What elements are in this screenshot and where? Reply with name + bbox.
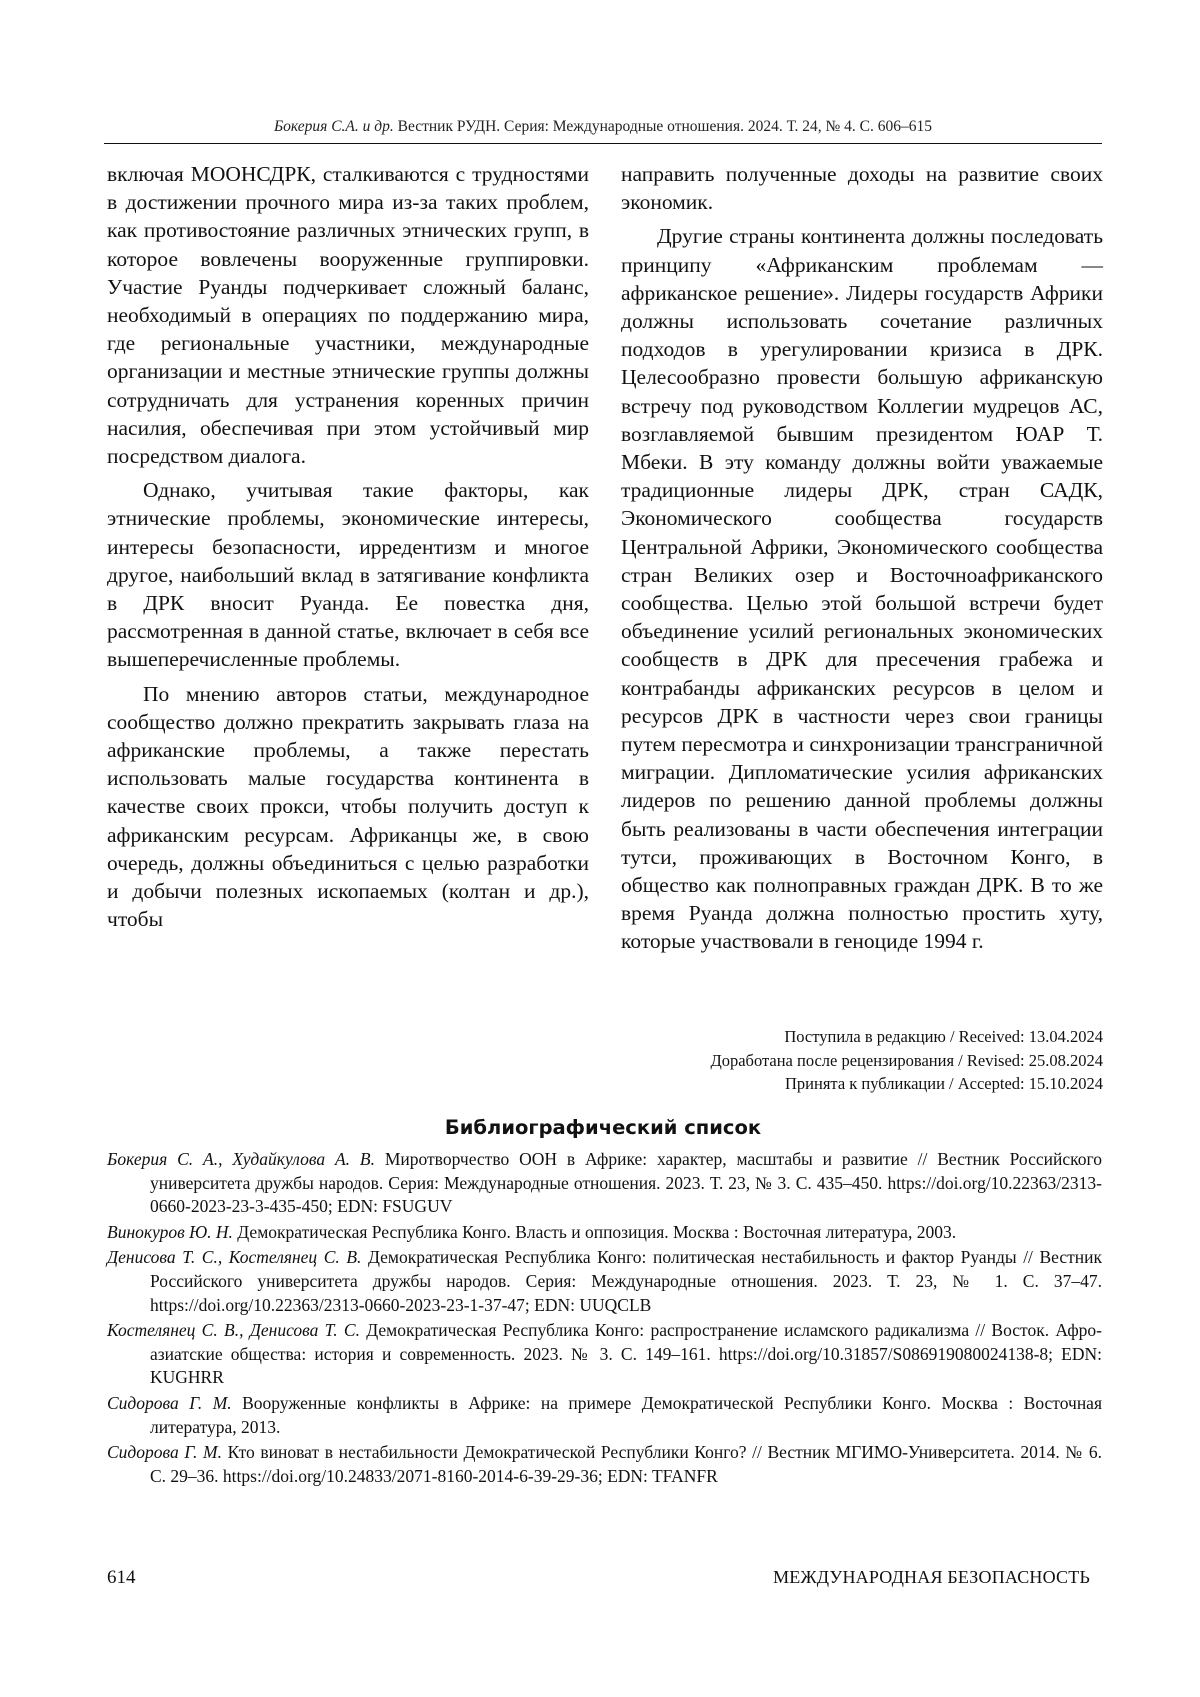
running-head-citation: Вестник РУДН. Серия: Международные отношения. 2024. Т. 24, № 4. С. 606–615	[398, 118, 932, 135]
accepted-date: Принята к публикации / Accepted: 15.10.2024	[710, 1072, 1103, 1096]
bibliography-entry	[107, 1148, 1102, 1219]
bibliography-entry	[107, 1246, 1102, 1317]
running-head-authors: Бокерия С.А. и др.	[274, 118, 394, 135]
entry-authors: Денисова Т. С., Костелянец С. В.	[107, 1247, 361, 1267]
bibliography-title: Библиографический список	[104, 1116, 1102, 1139]
entry-text: Демократическая Республика Конго. Власть и оппозиция. Москва : Восточная литература, 2003.	[237, 1222, 956, 1242]
body-paragraph: По мнению авторов статьи, международное сообщество должно прекратить закрывать глаза на африканские проблемы, а также перестать использовать малые государства континента в качестве своих прокси, чтобы получить доступ к африканским ресурсам. Африканцы же, в свою очередь, должны объединиться с целью разработки и добычи полезных ископаемых (колтан и др.), чтобы	[107, 680, 589, 934]
revised-date: Доработана после рецензирования / Revised: 25.08.2024	[710, 1049, 1103, 1073]
section-title: МЕЖДУНАРОДНАЯ БЕЗОПАСНОСТЬ	[773, 1567, 1090, 1588]
page-number: 614	[107, 1567, 136, 1589]
entry-text: Демократическая Республика Конго: политическая нестабильность и фактор Руанды // Вестник Российского университета дружбы народов. Серия: Международные отношения. 2023. Т. 23, № 1. С. 37–47. https://doi.org/10.22363/2313-0660-2023-23-1-37-47; EDN: UUQCLB	[150, 1247, 1102, 1314]
bibliography-entry	[107, 1441, 1102, 1488]
entry-authors: Сидорова Г. М.	[107, 1393, 232, 1413]
body-paragraph: Другие страны континента должны последовать принципу «Африканским проблемам — африканское решение». Лидеры государств Африки должны использовать сочетание различных подходов в урегулировании кризиса в ДРК. Целесообразно провести большую африканскую встречу под руководством Коллегии мудрецов АС, возглавляемой бывшим президентом ЮАР Т. Мбеки. В эту команду должны войти уважаемые традиционные лидеры ДРК, стран САДК, Экономического сообщества государств Центральной Африки, Экономического сообщества стран Великих озер и Восточноафриканского сообщества. Целью этой большой встречи будет объединение усилий региональных экономических сообществ в ДРК для пресечения грабежа и контрабанды африканских ресурсов в целом и ресурсов ДРК в частности через свои границы путем пересмотра и синхронизации трансграничной миграции. Дипломатические усилия африканских лидеров по решению данной проблемы должны быть реализованы в части обеспечения интеграции тутси, проживающих в Восточном Конго, в общество как полноправных граждан ДРК. В то же время Руанда должна полностью простить хуту, которые участвовали в геноциде 1994 г.	[621, 222, 1103, 955]
entry-text: Демократическая Республика Конго: распространение исламского радикализма // Восток. Афро-азиатские общества: история и современность. 2023. № 3. С. 149–161. https://doi.org/10.31857/S086919080024138-8; EDN: KUGHRR	[150, 1320, 1102, 1387]
entry-text: Вооруженные конфликты в Африке: на примере Демократической Республики Конго. Москва : Восточная литература, 2013.	[150, 1393, 1102, 1437]
bibliography-entry	[107, 1392, 1102, 1439]
entry-authors: Винокуров Ю. Н.	[107, 1222, 233, 1242]
body-paragraph: Однако, учитывая такие факторы, как этнические проблемы, экономические интересы, интересы безопасности, ирредентизм и многое другое, наибольший вклад в затягивание конфликта в ДРК вносит Руанда. Ее повестка дня, рассмотренная в данной статье, включает в себя все вышеперечисленные проблемы.	[107, 476, 589, 673]
body-paragraph: включая МООНСДРК, сталкиваются с трудностями в достижении прочного мира из-за таких проблем, как противостояние различных этнических групп, в которое вовлечены вооруженные группировки. Участие Руанды подчеркивает сложный баланс, необходимый в операциях по поддержанию мира, где региональные участники, международные организации и местные этнические группы должны сотрудничать для устранения коренных причин насилия, обеспечивая при этом устойчивый мир посредством диалога.	[107, 160, 589, 470]
entry-authors: Сидорова Г. М.	[107, 1442, 222, 1462]
running-head	[104, 118, 1102, 136]
right-column	[621, 160, 1103, 956]
entry-text: Кто виноват в нестабильности Демократической Республики Конго? // Вестник МГИМО-Университета. 2014. № 6. С. 29–36. https://doi.org/10.24833/2071-8160-2014-6-39-29-36; EDN: TFANFR	[150, 1442, 1102, 1486]
entry-authors: Бокерия С. А., Худайкулова А. В.	[107, 1149, 375, 1169]
submission-dates	[710, 1025, 1103, 1096]
bibliography-entry	[107, 1319, 1102, 1390]
entry-authors: Костелянец С. В., Денисова Т. С.	[107, 1320, 360, 1340]
bibliography-list	[107, 1148, 1102, 1490]
entry-text: Миротворчество ООН в Африке: характер, масштабы и развитие // Вестник Российского университета дружбы народов. Серия: Международные отношения. 2023. Т. 23, № 3. С. 435–450. https://doi.org/10.22363/2313-0660-2023-23-3-435-450; EDN: FSUGUV	[150, 1149, 1102, 1216]
body-paragraph: направить полученные доходы на развитие своих экономик.	[621, 160, 1103, 216]
left-column	[107, 160, 589, 933]
received-date: Поступила в редакцию / Received: 13.04.2024	[710, 1025, 1103, 1049]
header-divider	[104, 143, 1102, 144]
bibliography-entry	[107, 1221, 1102, 1245]
